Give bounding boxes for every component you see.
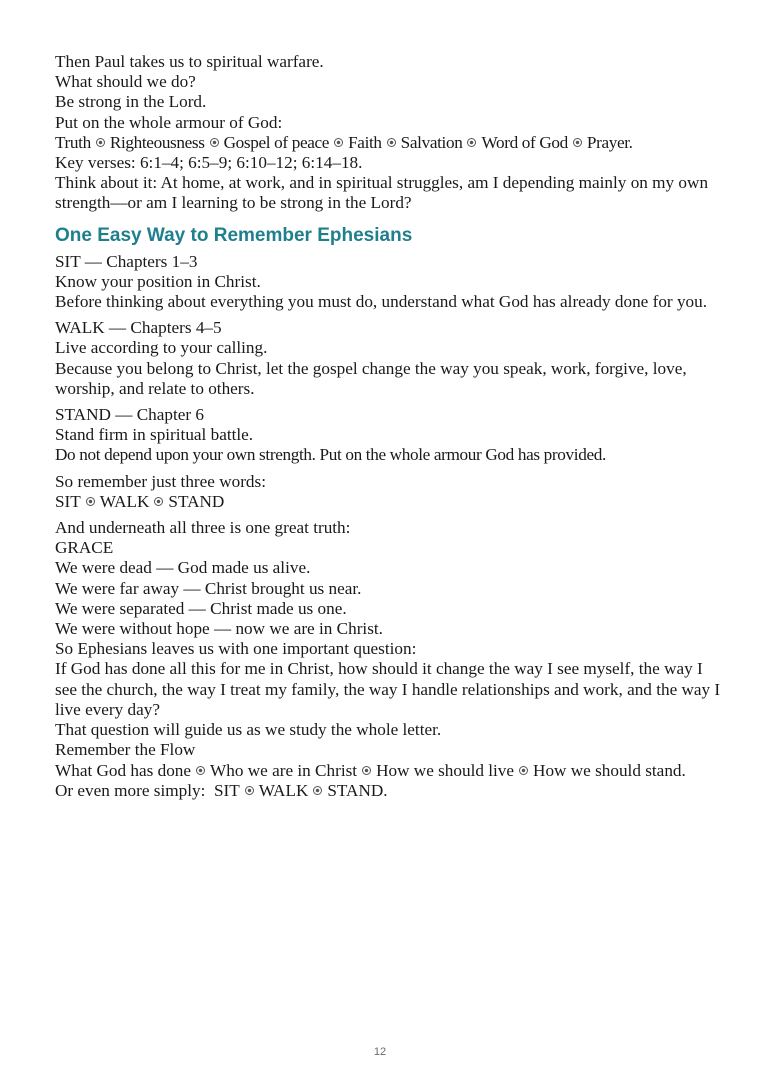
remember-words: [55, 492, 725, 512]
stand-title: STAND — Chapter 6: [55, 405, 204, 425]
spiral-bullet-icon: [210, 138, 219, 147]
flow-step: How we should live: [376, 760, 515, 780]
simply-prefix: Or even more simply:: [55, 780, 206, 800]
word-sit: SIT: [55, 491, 81, 511]
spiral-bullet-icon: [196, 766, 205, 775]
page-number: 12: [373, 1046, 387, 1058]
grace-word: GRACE: [55, 538, 114, 558]
section-heading: One Easy Way to Remember Ephesians: [55, 224, 413, 246]
spiral-bullet-icon: [467, 138, 476, 147]
flow-steps: [55, 761, 725, 781]
document-page: [55, 52, 725, 801]
spiral-bullet-icon: [86, 497, 95, 506]
word-stand: STAND.: [327, 780, 388, 800]
flow-step: Who we are in Christ: [210, 760, 358, 780]
spiral-bullet-icon: [334, 138, 343, 147]
question-intro: So Ephesians leaves us with one important question:: [55, 639, 417, 659]
stand-subtitle: Stand firm in spiritual battle.: [55, 425, 254, 445]
guide-line: That question will guide us as we study the whole letter.: [55, 720, 442, 740]
word-walk: WALK: [99, 491, 150, 511]
spiral-bullet-icon: [96, 138, 105, 147]
remember-line: So remember just three words:: [55, 471, 266, 491]
walk-title: WALK — Chapters 4–5: [55, 318, 222, 338]
walk-subtitle: Live according to your calling.: [55, 338, 268, 358]
armour-item: Salvation: [400, 132, 463, 152]
spiral-bullet-icon: [245, 786, 254, 795]
grace-line: We were dead — God made us alive.: [55, 558, 311, 578]
grace-line: We were far away — Christ brought us near.: [55, 578, 362, 598]
sit-block: [55, 252, 725, 313]
armour-item: Truth: [55, 132, 91, 152]
spiral-bullet-icon: [154, 497, 163, 506]
armour-item: Faith: [348, 132, 382, 152]
stand-block: [55, 405, 725, 466]
armour-item: Gospel of peace: [223, 132, 330, 152]
intro-line-4: Put on the whole armour of God:: [55, 112, 283, 132]
spiral-bullet-icon: [362, 766, 371, 775]
grace-intro: And underneath all three is one great truth:: [55, 518, 351, 538]
important-question: If God has done all this for me in Christ, how should it change the way I see myself, the way I see the church, the way I treat my family, the way I handle relationships and work, and the way I live every day?: [55, 659, 721, 719]
sit-title: SIT — Chapters 1–3: [55, 251, 198, 271]
key-verses: Key verses: 6:1–4; 6:5–9; 6:10–12; 6:14–18.: [55, 153, 363, 173]
grace-block: [55, 518, 725, 801]
spiral-bullet-icon: [573, 138, 582, 147]
armour-list: [55, 133, 725, 153]
grace-line: We were separated — Christ made us one.: [55, 598, 347, 618]
intro-line-3: Be strong in the Lord.: [55, 92, 207, 112]
word-stand: STAND: [168, 491, 225, 511]
armour-item: Prayer.: [586, 132, 633, 152]
intro-line-2: What should we do?: [55, 72, 196, 92]
flow-step: How we should stand.: [533, 760, 686, 780]
think-about-it: Think about it: At home, at work, and in spiritual struggles, am I depending mainly on my own strength—or am I learning to be strong in the Lord?: [55, 173, 709, 213]
grace-line: We were without hope — now we are in Christ.: [55, 619, 383, 639]
sit-body: Before thinking about everything you must do, understand what God has already done for you.: [55, 292, 708, 312]
spiral-bullet-icon: [313, 786, 322, 795]
spiral-bullet-icon: [519, 766, 528, 775]
armour-item: Word of God: [481, 132, 568, 152]
word-walk: WALK: [258, 780, 309, 800]
sit-subtitle: Know your position in Christ.: [55, 271, 261, 291]
flow-step: What God has done: [55, 760, 192, 780]
intro-line-1: Then Paul takes us to spiritual warfare.: [55, 52, 324, 71]
armour-item: Righteousness: [109, 132, 205, 152]
remember-block: [55, 472, 725, 512]
word-sit: SIT: [213, 780, 240, 800]
walk-body: Because you belong to Christ, let the gospel change the way you speak, work, forgive, love, worship, and relate to others.: [55, 358, 687, 398]
flow-title: Remember the Flow: [55, 740, 196, 760]
stand-body: Do not depend upon your own strength. Put on the whole armour God has provided.: [55, 445, 606, 465]
walk-block: [55, 318, 725, 399]
simply-line: [55, 781, 725, 801]
spiral-bullet-icon: [387, 138, 396, 147]
